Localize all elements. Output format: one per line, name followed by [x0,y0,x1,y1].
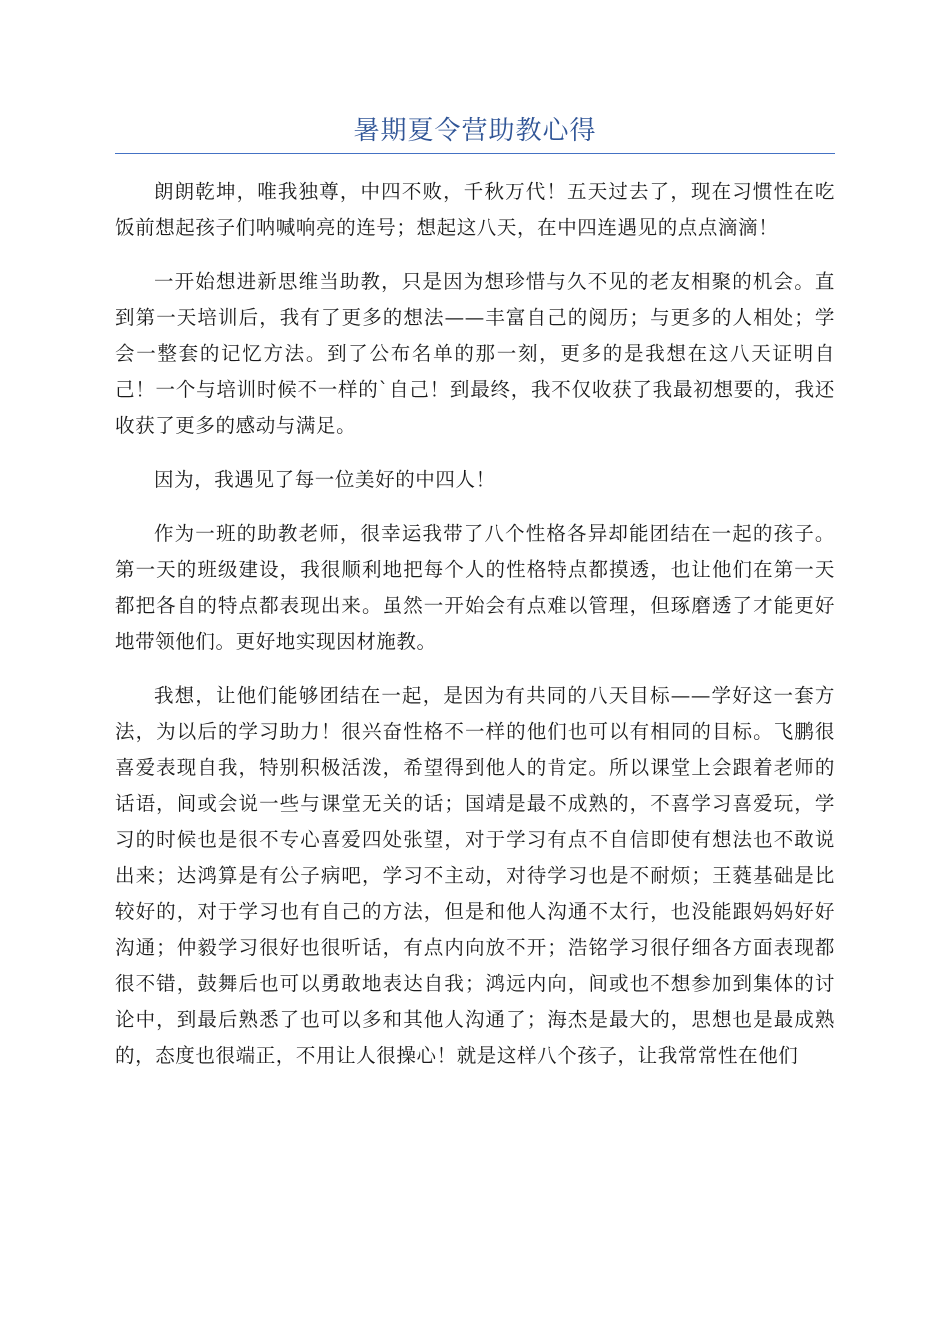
paragraph-2: 一开始想进新思维当助教，只是因为想珍惜与久不见的老友相聚的机会。直到第一天培训后，我有了更多的想法——丰富自己的阅历；与更多的人相处；学会一整套的记忆方法。到了公布名单的那一刻，更多的是我想在这八天证明自己！一个与培训时候不一样的`自己！到最终，我不仅收获了我最初想要的，我还收获了更多的感动与满足。 [115,270,835,437]
paragraph-5: 我想，让他们能够团结在一起，是因为有共同的八天目标——学好这一套方法，为以后的学习助力！很兴奋性格不一样的他们也可以有相同的目标。飞鹏很喜爱表现自我，特别积极活泼，希望得到他人的肯定。所以课堂上会跟着老师的话语，间或会说一些与课堂无关的话；国靖是最不成熟的，不喜学习喜爱玩，学习的时候也是很不专心喜爱四处张望，对于学习有点不自信即使有想法也不敢说出来；达鸿算是有公子病吧，学习不主动，对待学习也是不耐烦；王蕤基础是比较好的，对于学习也有自己的方法，但是和他人沟通不太行，也没能跟妈妈好好沟通；仲毅学习很好也很听话，有点内向放不开；浩铭学习很仔细各方面表现都很不错，鼓舞后也可以勇敢地表达自我；鸿远内向，间或也不想参加到集体的讨论中，到最后熟悉了也可以多和其他人沟通了；海杰是最大的，思想也是最成熟的，态度也很端正，不用让人很操心！就是这样八个孩子，让我常常性在他们 [115,684,835,1067]
document-title: 暑期夏令营助教心得 [353,116,597,146]
paragraph-4: 作为一班的助教老师，很幸运我带了八个性格各异却能团结在一起的孩子。第一天的班级建设，我很顺利地把每个人的性格特点都摸透，也让他们在第一天都把各自的特点都表现出来。虽然一开始会有点难以管理，但琢磨透了才能更好地带领他们。更好地实现因材施教。 [115,522,835,653]
paragraph-3: 因为，我遇见了每一位美好的中四人！ [154,468,496,491]
title-underline [115,153,835,154]
document-body [115,174,835,1092]
paragraph-1: 朗朗乾坤，唯我独尊，中四不败，千秋万代！五天过去了，现在习惯性在吃饭前想起孩子们呐喊响亮的连号；想起这八天，在中四连遇见的点点滴滴！ [115,180,835,239]
